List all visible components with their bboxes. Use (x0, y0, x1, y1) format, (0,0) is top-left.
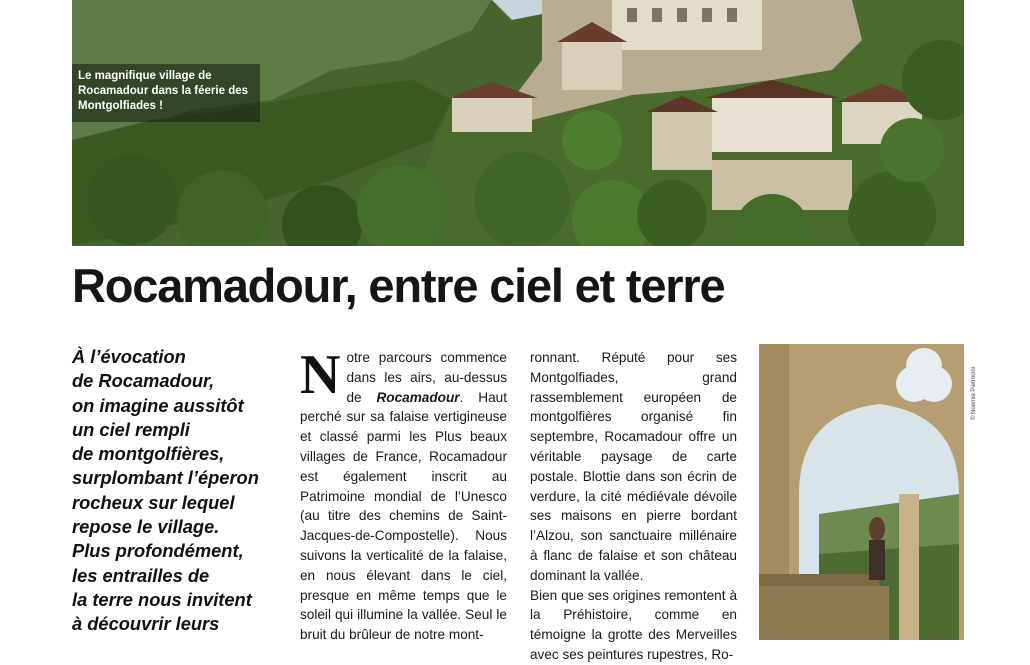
drop-cap: N (300, 344, 341, 406)
cloister-arch-image (759, 344, 964, 640)
column-2-paragraph-1: ronnant. Réputé pour ses Montgolfiades, grand rassemblement européen de montgolfières organisé fin septembre, Rocamadour offre un véritable paysage de carte postale. Blottie dans son écrin de verdure, la cité médiévale dévoile ses maisons en pierre bordant l’Alzou, son sanctuaire millénaire à flanc de falaise et son château dominant la vallée. (530, 350, 737, 583)
column-1-text-start: otre parcours commence dans les airs, au-dessus de (346, 350, 507, 405)
rocamadour-village-image (72, 0, 964, 246)
cloister-photo (759, 344, 964, 640)
photo-caption-box (72, 64, 260, 122)
photo-caption: Le magnifique village de Rocamadour dans la féerie des Montgolfiades ! (78, 70, 249, 112)
body-column-2 (530, 348, 737, 665)
photo-credit: © Noemie Pietrocini (971, 366, 977, 420)
hero-photo (72, 0, 964, 246)
article-intro: À l’évocation de Rocamadour, on imagine aussitôt un ciel rempli de montgolfières, surplombant l’éperon rocheux sur lequel repose le village. Plus profondément, les entrailles de la terre nous invitent à découvrir leurs (72, 346, 259, 635)
article-title: Rocamadour, entre ciel et terre (72, 259, 725, 312)
column-2-paragraph-2: Bien que ses origines remontent à la Préhistoire, comme en témoigne la grotte des Merveilles avec ses peintures rupestres, Ro- (530, 587, 737, 662)
column-1-text-end: . Haut perché sur sa falaise vertigineuse et classé parmi les Plus beaux villages de France, Rocamadour est également inscrit au Patrimoine mondial de l’Unesco (au titre des chemins de Saint-Jacques-de-Compostelle). Nous suivons la verticalité de la falaise, en nous élevant dans le ciel, presque en même temps que le soleil qui illumine la vallée. Seul le bruit du brûleur de notre mont- (300, 389, 507, 643)
column-1-emphasis: Rocamadour (376, 389, 460, 405)
photo-credit-box (966, 344, 976, 424)
body-column-1 (300, 344, 507, 645)
